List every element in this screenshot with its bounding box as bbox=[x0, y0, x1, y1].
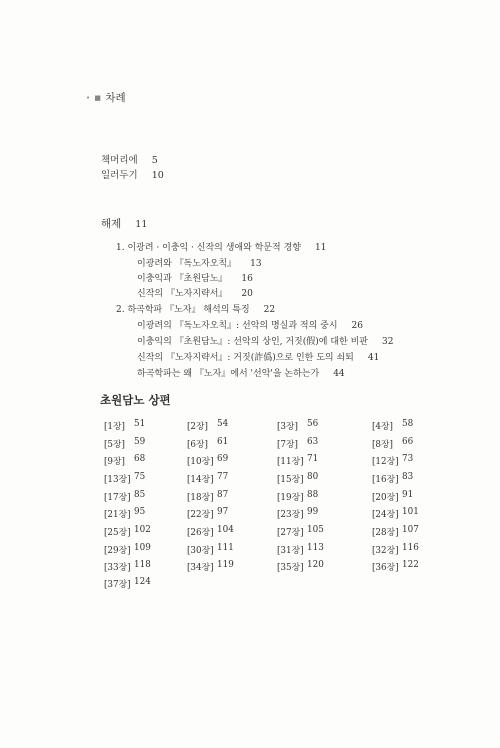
chapter-entry[interactable] bbox=[277, 419, 319, 432]
chapter-entry[interactable] bbox=[104, 525, 151, 538]
toc-entry-label: 책머리에 bbox=[101, 155, 138, 166]
chapter-page: 104 bbox=[217, 525, 234, 535]
toc-entry-page: 20 bbox=[241, 289, 253, 299]
chapter-entry[interactable] bbox=[372, 490, 414, 503]
toc-heading-title: 차례 bbox=[105, 92, 126, 104]
toc-entry-label: 이충익의 『초원담노』: 선악의 상인, 거짓(假)에 대한 비판 bbox=[137, 337, 368, 347]
chapter-entry[interactable] bbox=[277, 437, 319, 450]
chapter-entry[interactable] bbox=[187, 454, 229, 467]
chapter-entry[interactable] bbox=[187, 543, 234, 556]
chapter-entry[interactable] bbox=[277, 490, 319, 503]
chapter-page: 111 bbox=[217, 543, 234, 553]
toc-entry[interactable] bbox=[137, 318, 363, 331]
chapter-entry[interactable] bbox=[372, 472, 414, 485]
chapter-label: [28장] bbox=[372, 528, 399, 538]
chapter-label: [4장] bbox=[372, 422, 393, 432]
chapter-page: 122 bbox=[402, 560, 419, 570]
toc-entry-label: 이광려와 『독노자오칙』 bbox=[137, 259, 237, 269]
chapter-entry[interactable] bbox=[104, 577, 151, 590]
chapter-entry[interactable] bbox=[104, 490, 146, 503]
chapter-page: 80 bbox=[307, 472, 319, 482]
chapter-label: [19장] bbox=[277, 493, 304, 503]
chapter-label: [29장] bbox=[104, 546, 131, 556]
chapter-page: 102 bbox=[134, 525, 151, 535]
chapter-label: [14장] bbox=[187, 475, 214, 485]
chapter-page: 109 bbox=[134, 543, 151, 553]
chapter-label: [20장] bbox=[372, 493, 399, 503]
chapter-page: 68 bbox=[134, 454, 146, 464]
chapter-label: [15장] bbox=[277, 475, 304, 485]
chapter-label: [16장] bbox=[372, 475, 399, 485]
chapter-label: [2장] bbox=[187, 422, 208, 432]
toc-entry-page: 5 bbox=[151, 155, 158, 166]
chapter-entry[interactable] bbox=[104, 454, 146, 467]
chapter-page: 61 bbox=[217, 437, 229, 447]
chapter-page: 120 bbox=[307, 560, 324, 570]
toc-entry[interactable] bbox=[137, 286, 253, 299]
chapter-page: 59 bbox=[134, 437, 146, 447]
toc-entry-label: 이충익과 『초원담노』 bbox=[137, 274, 228, 284]
toc-entry-notes[interactable] bbox=[101, 167, 164, 181]
chapter-page: 116 bbox=[402, 543, 419, 553]
toc-entry-label: 2. 하곡학파 『노자』 해석의 특징 bbox=[116, 305, 250, 315]
toc-entry-page: 11 bbox=[135, 219, 148, 230]
chapter-page: 83 bbox=[402, 472, 414, 482]
toc-heading bbox=[86, 90, 126, 105]
chapter-page: 97 bbox=[217, 507, 229, 517]
toc-entry-label: 신작의 『노자지략서』 bbox=[137, 289, 228, 299]
chapter-page: 118 bbox=[134, 560, 151, 570]
toc-entry[interactable] bbox=[137, 256, 262, 269]
chapter-entry[interactable] bbox=[277, 507, 319, 520]
toc-entry-page: 41 bbox=[367, 353, 380, 363]
chapter-page: 113 bbox=[307, 543, 324, 553]
chapter-page: 75 bbox=[134, 472, 146, 482]
chapter-entry[interactable] bbox=[277, 472, 319, 485]
toc-entry[interactable] bbox=[116, 240, 326, 253]
chapter-label: [32장] bbox=[372, 546, 399, 556]
chapter-label: [31장] bbox=[277, 546, 304, 556]
chapter-page: 124 bbox=[134, 577, 151, 587]
chapter-page: 63 bbox=[307, 437, 319, 447]
chapter-label: [7장] bbox=[277, 440, 298, 450]
toc-entry-page: 26 bbox=[351, 321, 363, 331]
chapter-page: 119 bbox=[217, 560, 234, 570]
chapter-entry[interactable] bbox=[187, 437, 229, 450]
chapter-label: [34장] bbox=[187, 563, 214, 573]
chapter-entry[interactable] bbox=[277, 525, 324, 538]
chapter-entry[interactable] bbox=[372, 454, 414, 467]
chapter-label: [12장] bbox=[372, 457, 399, 467]
chapter-page: 95 bbox=[134, 507, 146, 517]
chapter-page: 69 bbox=[217, 454, 229, 464]
chapter-label: [11장] bbox=[277, 457, 304, 467]
chapter-label: [33장] bbox=[104, 563, 131, 573]
toc-entry-page: 16 bbox=[241, 274, 253, 284]
chapter-entry[interactable] bbox=[372, 507, 419, 520]
chapter-label: [35장] bbox=[277, 563, 304, 573]
chapter-entry[interactable] bbox=[277, 560, 324, 573]
toc-entry-page: 44 bbox=[333, 369, 345, 379]
toc-entry-label: 일러두기 bbox=[101, 170, 138, 181]
chapter-page: 58 bbox=[402, 419, 414, 429]
toc-entry[interactable] bbox=[137, 350, 379, 363]
chapter-entry[interactable] bbox=[104, 472, 146, 485]
chapter-entry[interactable] bbox=[372, 525, 419, 538]
chapter-page: 91 bbox=[402, 490, 414, 500]
chapter-entry[interactable] bbox=[187, 419, 229, 432]
chapter-entry[interactable] bbox=[104, 419, 146, 432]
chapter-page: 77 bbox=[217, 472, 229, 482]
chapter-label: [21장] bbox=[104, 510, 131, 520]
chapter-entry[interactable] bbox=[277, 543, 324, 556]
chapter-entry[interactable] bbox=[372, 560, 419, 573]
toc-entry-haeje[interactable] bbox=[101, 216, 147, 231]
chapter-page: 73 bbox=[402, 454, 414, 464]
chapter-entry[interactable] bbox=[277, 454, 319, 467]
chapter-page: 99 bbox=[307, 507, 319, 517]
toc-entry[interactable] bbox=[137, 334, 393, 347]
chapter-label: [3장] bbox=[277, 422, 298, 432]
chapter-label: [8장] bbox=[372, 440, 393, 450]
chapter-page: 51 bbox=[134, 419, 146, 429]
chapter-label: [30장] bbox=[187, 546, 214, 556]
chapter-entry[interactable] bbox=[187, 560, 234, 573]
chapter-label: [24장] bbox=[372, 510, 399, 520]
chapter-page: 101 bbox=[402, 507, 419, 517]
toc-entry-label: 하곡학파는 왜 『노자』에서 '선악'을 논하는가 bbox=[137, 369, 320, 379]
chapter-page: 54 bbox=[217, 419, 229, 429]
chapter-label: [23장] bbox=[277, 510, 304, 520]
toc-entry-preface[interactable] bbox=[101, 152, 158, 166]
chapter-entry[interactable] bbox=[372, 543, 419, 556]
chapter-entry[interactable] bbox=[372, 437, 414, 450]
chapter-page: 56 bbox=[307, 419, 319, 429]
chapter-entry[interactable] bbox=[187, 525, 234, 538]
chapter-page: 105 bbox=[307, 525, 324, 535]
chapter-entry[interactable] bbox=[187, 472, 229, 485]
chapter-label: [36장] bbox=[372, 563, 399, 573]
chapter-entry[interactable] bbox=[372, 419, 414, 432]
chapter-label: [18장] bbox=[187, 493, 214, 503]
toc-entry-page: 11 bbox=[315, 243, 327, 253]
chapter-label: [6장] bbox=[187, 440, 208, 450]
chapter-entry[interactable] bbox=[104, 437, 146, 450]
toc-entry-label: 신작의 『노자지략서』: 거짓(詐僞)으로 인한 도의 쇠퇴 bbox=[137, 353, 354, 363]
chapter-page: 85 bbox=[134, 490, 146, 500]
chapter-page: 88 bbox=[307, 490, 319, 500]
chapter-label: [5장] bbox=[104, 440, 125, 450]
chapter-label: [37장] bbox=[104, 580, 131, 590]
toc-entry[interactable] bbox=[137, 271, 253, 284]
section-title: 초원담노 상편 bbox=[100, 393, 171, 407]
chapter-label: [25장] bbox=[104, 528, 131, 538]
chapter-entry[interactable] bbox=[104, 560, 151, 573]
toc-entry-page: 10 bbox=[151, 170, 164, 181]
toc-entry-label: 1. 이광려 · 이충익 · 신작의 생애와 학문적 경향 bbox=[116, 243, 301, 253]
chapter-entry[interactable] bbox=[104, 543, 151, 556]
chapter-page: 71 bbox=[307, 454, 319, 464]
toc-entry-label: 이광려의 『독노자오칙』: 선악의 명실과 적의 중시 bbox=[137, 321, 338, 331]
toc-entry-page: 32 bbox=[381, 337, 394, 347]
toc-heading-marker: • ■ bbox=[86, 94, 102, 102]
chapter-label: [1장] bbox=[104, 422, 125, 432]
toc-entry[interactable] bbox=[137, 366, 345, 379]
chapter-label: [17장] bbox=[104, 493, 131, 503]
chapter-page: 107 bbox=[402, 525, 419, 535]
chapter-label: [22장] bbox=[187, 510, 214, 520]
toc-entry[interactable] bbox=[116, 302, 275, 315]
chapter-label: [10장] bbox=[187, 457, 214, 467]
chapter-entry[interactable] bbox=[104, 507, 146, 520]
toc-entry-page: 22 bbox=[263, 305, 276, 315]
chapter-page: 87 bbox=[217, 490, 229, 500]
chapter-entry[interactable] bbox=[187, 507, 229, 520]
chapter-label: [13장] bbox=[104, 475, 131, 485]
toc-entry-page: 13 bbox=[250, 259, 262, 269]
chapter-label: [9장] bbox=[104, 457, 125, 467]
chapter-page: 66 bbox=[402, 437, 414, 447]
chapter-label: [27장] bbox=[277, 528, 304, 538]
chapter-label: [26장] bbox=[187, 528, 214, 538]
toc-entry-label: 해제 bbox=[101, 218, 122, 230]
chapter-entry[interactable] bbox=[187, 490, 229, 503]
